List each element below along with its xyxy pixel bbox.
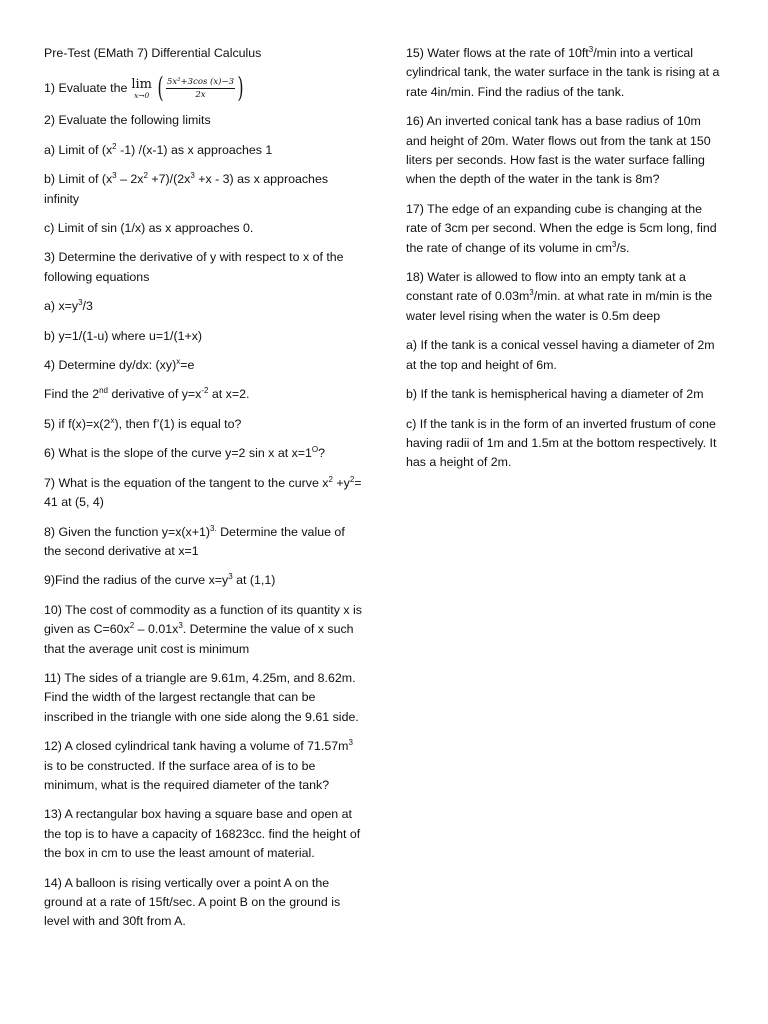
question-q14: 14) A balloon is rising vertically over a point A on the ground at a rate of 15ft/sec. A point B on the ground is level with and 30ft from A.	[44, 875, 341, 929]
question-q15: 15) Water flows at the rate of $10ft^3/\min$ into a vertical cylindrical tank, the water surface in the tank is rising at a rate 4in/min. Find the radius of the tank.	[406, 45, 720, 99]
question-q12: 12) A closed cylindrical tank having a volume of $71.57m^3$ is to be constructed. If the surface area of is to be minimum, what is the required diameter of the tank?	[44, 738, 353, 792]
question-q4: 4) Determine dy/dx: (xy)$^x$=e	[44, 357, 195, 373]
question-q10: 10) The cost of commodity as a function of its quantity x is given as $C=60x^2 - 0.01x^3$. Determine the value of x such that the average unit cost is minimum	[44, 602, 362, 656]
question-q13: 13) A rectangular box having a square base and open at the top is to have a capacity of 16823cc. find the height of the box in cm to use the least amount of material.	[44, 807, 361, 861]
limit-fraction	[166, 77, 235, 100]
fraction-numerator: 5x²+3cos (x)−3	[166, 77, 235, 89]
question-q11: 11) The sides of a triangle are 9.61m, 4.25m, and 8.62m. Find the width of the largest rectangle that can be inscribed in the triangle with one side along the 9.61 side.	[44, 670, 359, 724]
question-1	[44, 73, 362, 103]
left-question-list	[44, 111, 362, 931]
question-q8: 8) Given the function $y=x(x+1)^{3.}$ Determine the value of the second derivative at x=1	[44, 523, 345, 558]
fraction-denominator: 2x	[195, 89, 206, 100]
question-q18b: b) If the tank is hemispherical having a diameter of 2m	[406, 387, 704, 402]
right-paren: )	[237, 71, 244, 105]
question-q3a: a) $x=y^3/3$	[44, 298, 93, 314]
left-paren: (	[157, 71, 164, 105]
question-q2a: a) Limit of ($x^2$ -1) /(x-1) as x approaches 1	[44, 141, 273, 157]
question-q3b: b) y=1/(1-u) where u=1/(1+x)	[44, 328, 203, 343]
question-q6: 6) What is the slope of the curve y=2 sin x at $x=1^O$?	[44, 445, 326, 461]
question-q5: 5) if $f(x)=x(2^x)$, then f’(1) is equal to?	[44, 415, 242, 431]
right-column	[406, 44, 724, 483]
limit-operator	[131, 78, 152, 100]
question-q7: 7) What is the equation of the tangent to the curve $x^2 +y^2= 41$ at (5, 4)	[44, 474, 362, 510]
question-q9: 9)Find the radius of the curve $x=y^3$ at (1,1)	[44, 572, 276, 588]
page-title: Pre-Test (EMath 7) Differential Calculus	[44, 46, 262, 60]
question-q2b: b) Limit of $(x^3 - 2x^2 +7)/(2x^3 +x - 3)$ as x approaches infinity	[44, 171, 329, 206]
question-q17: 17) The edge of an expanding cube is changing at the rate of 3cm per second. When the edge is 5cm long, find the rate of change of its volume in $cm^3/s$.	[406, 201, 717, 255]
question-q18a: a) If the tank is a conical vessel having a diameter of 2m at the top and height of 6m.	[406, 338, 715, 372]
question-q3: 3) Determine the derivative of y with respect to x of the following equations	[44, 250, 344, 284]
question-q16: 16) An inverted conical tank has a base radius of 10m and height of 20m. Water flows out from the tank at 150 liters per seconds. How fast is the water surface falling when the depth of the water in the tank is 8m?	[406, 114, 711, 187]
limit-word: lim	[131, 76, 153, 92]
question-q18: 18) Water is allowed to flow into an empty tank at a constant rate of $0.03m^3/\min$. at what rate in m/min is the water level rising when the water is 0.5m deep	[406, 270, 713, 323]
question-q18c: c) If the tank is in the form of an inverted frustum of cone having radii of 1m and 1.5m at the bottom respectively. It has a height of 2m.	[406, 416, 717, 470]
limit-subscript: x→0	[134, 90, 150, 100]
question-q2: 2) Evaluate the following limits	[44, 113, 211, 128]
question-q2c: c) Limit of sin (1/x) as x approaches 0.	[44, 221, 254, 236]
question-1-label: 1) Evaluate the	[44, 80, 128, 95]
left-column	[44, 44, 362, 942]
right-question-list	[406, 44, 724, 473]
question-q4b: Find the 2nd derivative of $y=x^{-2}$ at x=2.	[44, 386, 250, 402]
